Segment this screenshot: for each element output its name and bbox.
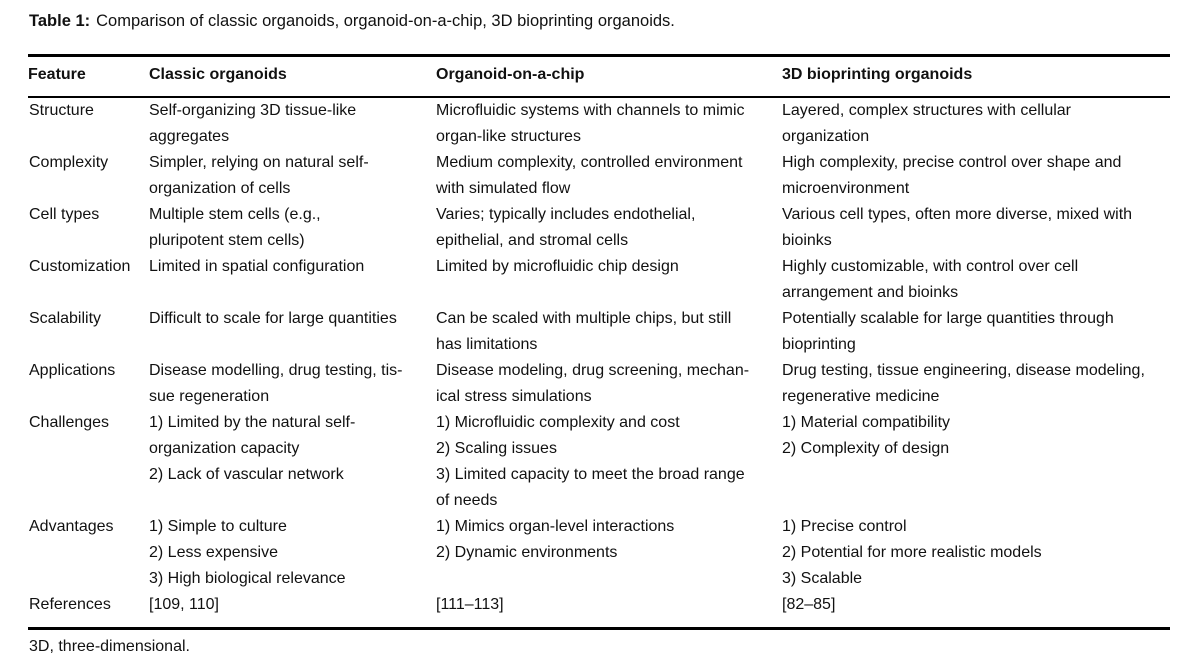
chip-cell	[436, 254, 782, 306]
top-rule	[28, 54, 1170, 57]
bioprint-cell	[782, 202, 1170, 254]
cell-line: Self-organizing 3D tissue-like	[149, 102, 357, 119]
cell-line: 2) Less expensive	[149, 544, 278, 561]
table-row	[28, 254, 1170, 306]
bioprint-cell	[782, 410, 1170, 514]
bioprint-cell	[782, 98, 1170, 150]
cell-line: with simulated flow	[436, 180, 571, 197]
cell-line: aggregates	[149, 128, 230, 145]
cell-line: Highly customizable, with control over cell	[782, 258, 1079, 275]
cell-line: Limited by microfluidic chip design	[436, 258, 679, 275]
cell-line: Multiple stem cells (e.g.,	[149, 206, 321, 223]
bottom-rule	[28, 627, 1170, 630]
cell-line: regenerative medicine	[782, 388, 940, 405]
comparison-table	[28, 62, 1170, 618]
cell-line: pluripotent stem cells)	[149, 232, 305, 249]
bioprint-cell	[782, 358, 1170, 410]
chip-cell	[436, 202, 782, 254]
cell-line: microenvironment	[782, 180, 910, 197]
cell-line: organization	[782, 128, 870, 145]
cell-line: [111–113]	[436, 596, 504, 613]
cell-line: Potentially scalable for large quantities through	[782, 310, 1114, 327]
table-caption	[29, 10, 675, 32]
cell-line: has limitations	[436, 336, 538, 353]
bioprint-cell	[782, 254, 1170, 306]
cell-line: sue regeneration	[149, 388, 270, 405]
table-row	[28, 202, 1170, 254]
feature-cell: Customization	[29, 258, 131, 275]
feature-cell: Cell types	[29, 206, 100, 223]
table-row	[28, 592, 1170, 618]
chip-cell	[436, 306, 782, 358]
cell-line: Disease modeling, drug screening, mechan-	[436, 362, 750, 379]
header-bioprint: 3D bioprinting organoids	[782, 66, 973, 83]
header-chip: Organoid-on-a-chip	[436, 66, 585, 83]
table-title: Comparison of classic organoids, organoid-on-a-chip, 3D bioprinting organoids.	[96, 12, 675, 30]
bioprint-cell	[782, 150, 1170, 202]
cell-line: organ-like structures	[436, 128, 581, 145]
table-row	[28, 98, 1170, 150]
table-row	[28, 358, 1170, 410]
cell-line: High complexity, precise control over shape and	[782, 154, 1122, 171]
cell-line: Disease modelling, drug testing, tis-	[149, 362, 403, 379]
cell-line: 3) Scalable	[782, 570, 863, 587]
cell-line: arrangement and bioinks	[782, 284, 959, 301]
chip-cell	[436, 150, 782, 202]
table-row	[28, 150, 1170, 202]
feature-cell: References	[29, 596, 111, 613]
classic-cell	[149, 410, 436, 514]
chip-cell	[436, 410, 782, 514]
cell-line: 2) Potential for more realistic models	[782, 544, 1042, 561]
cell-line: Microfluidic systems with channels to mimic	[436, 102, 745, 119]
cell-line: 2) Dynamic environments	[436, 544, 618, 561]
table-label: Table 1:	[29, 12, 91, 30]
cell-line: Limited in spatial configuration	[149, 258, 365, 275]
chip-cell	[436, 98, 782, 150]
bioprint-cell	[782, 306, 1170, 358]
classic-cell	[149, 202, 436, 254]
chip-cell	[436, 514, 782, 592]
header-feature: Feature	[28, 66, 86, 83]
table-footnote: 3D, three-dimensional.	[29, 638, 190, 655]
cell-line: epithelial, and stromal cells	[436, 232, 629, 249]
cell-line: 2) Complexity of design	[782, 440, 950, 457]
cell-line: 1) Precise control	[782, 518, 907, 535]
cell-line: organization of cells	[149, 180, 291, 197]
cell-line: ical stress simulations	[436, 388, 592, 405]
cell-line: 1) Microfluidic complexity and cost	[436, 414, 680, 431]
cell-line: 2) Lack of vascular network	[149, 466, 344, 483]
feature-cell: Structure	[29, 102, 94, 119]
feature-cell: Advantages	[29, 518, 114, 535]
cell-line: organization capacity	[149, 440, 300, 457]
cell-line: Simpler, relying on natural self-	[149, 154, 369, 171]
cell-line: 1) Material compatibility	[782, 414, 951, 431]
cell-line: 1) Limited by the natural self-	[149, 414, 356, 431]
cell-line: Varies; typically includes endothelial,	[436, 206, 696, 223]
classic-cell	[149, 514, 436, 592]
classic-cell	[149, 254, 436, 306]
cell-line: Can be scaled with multiple chips, but still	[436, 310, 732, 327]
chip-cell	[436, 358, 782, 410]
header-row	[28, 62, 1170, 90]
table-row	[28, 306, 1170, 358]
classic-cell	[149, 98, 436, 150]
cell-line: bioinks	[782, 232, 832, 249]
bioprint-cell	[782, 514, 1170, 592]
chip-cell	[436, 592, 782, 618]
cell-line: 1) Mimics organ-level interactions	[436, 518, 675, 535]
cell-line: 3) Limited capacity to meet the broad range	[436, 466, 745, 483]
table-row	[28, 514, 1170, 592]
cell-line: Drug testing, tissue engineering, disease modeling,	[782, 362, 1145, 379]
feature-cell: Scalability	[29, 310, 102, 327]
cell-line: Layered, complex structures with cellular	[782, 102, 1072, 119]
cell-line: Difficult to scale for large quantities	[149, 310, 397, 327]
feature-cell: Complexity	[29, 154, 109, 171]
feature-cell: Challenges	[29, 414, 110, 431]
feature-cell: Applications	[29, 362, 116, 379]
table-body	[28, 98, 1170, 618]
cell-line: [109, 110]	[149, 596, 219, 613]
cell-line: Medium complexity, controlled environment	[436, 154, 743, 171]
table-row	[28, 410, 1170, 514]
classic-cell	[149, 306, 436, 358]
header-classic: Classic organoids	[149, 66, 287, 83]
cell-line: 1) Simple to culture	[149, 518, 287, 535]
classic-cell	[149, 150, 436, 202]
cell-line: bioprinting	[782, 336, 856, 353]
cell-line: 3) High biological relevance	[149, 570, 346, 587]
cell-line: [82–85]	[782, 596, 836, 613]
cell-line: 2) Scaling issues	[436, 440, 557, 457]
cell-line: Various cell types, often more diverse, mixed with	[782, 206, 1133, 223]
classic-cell	[149, 592, 436, 618]
bioprint-cell	[782, 592, 1170, 618]
cell-line: of needs	[436, 492, 498, 509]
classic-cell	[149, 358, 436, 410]
